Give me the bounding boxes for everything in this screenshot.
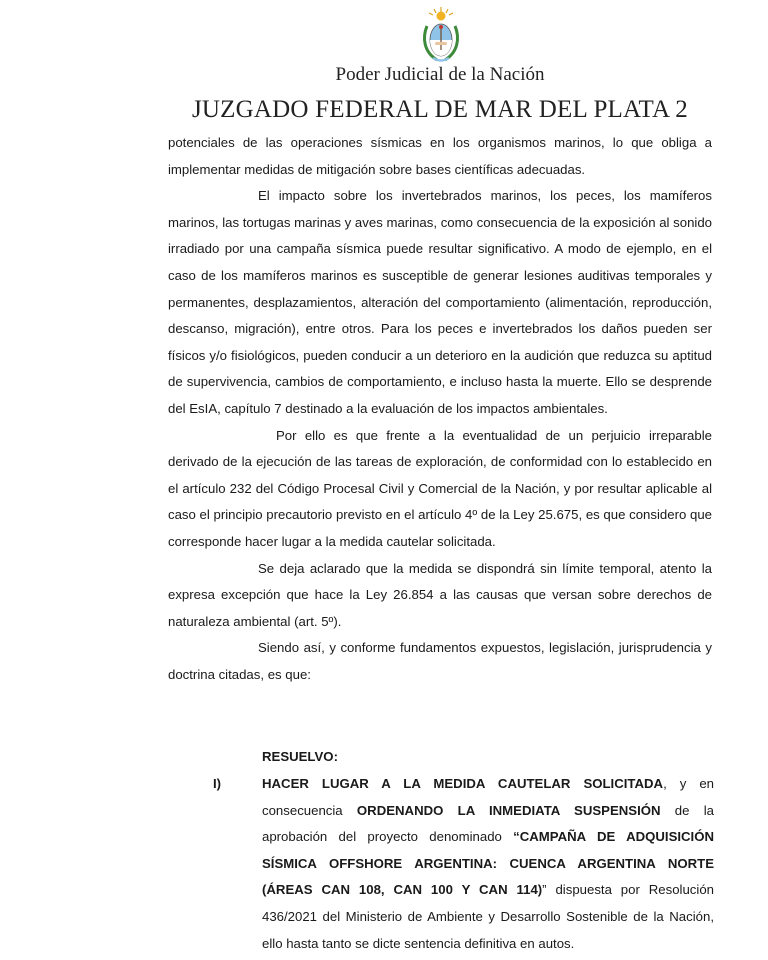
- paragraph-impact: El impacto sobre los invertebrados marinos, los peces, los mamíferos marinos, las tortugas marinas y aves marinas, como consecuencia de la exposición al sonido irradiado por una campaña sísmica puede resultar significativo. A modo de ejemplo, en el caso de los mamíferos marinos es susceptible de generar lesiones auditivas temporales y permanentes, desplazamientos, alteración del comportamiento (alimentación, reproducción, descanso, migración), entre otros. Para los peces e invertebrados los daños pueden ser físicos y/o fisiológicos, pueden conducir a un deterioro en la audición que reduzca su aptitud de supervivencia, cambios de comportamiento, e incluso hasta la muerte. Ello se desprende del EsIA, capítulo 7 destinado a la evaluación de los impactos ambientales.: [168, 188, 712, 416]
- paragraph-conclusion: Siendo así, y conforme fundamentos expuestos, legislación, jurisprudencia y doctrina citadas, es que:: [168, 640, 712, 682]
- resolution-item-number: I): [213, 776, 222, 791]
- resolution-item: [262, 771, 714, 957]
- paragraph-continuation: potenciales de las operaciones sísmicas en los organismos marinos, lo que obliga a implementar medidas de mitigación sobre bases científicas adecuadas.: [168, 135, 712, 177]
- court-name: Poder Judicial de la Nación: [335, 64, 545, 85]
- resolution-text-2: de la aprobación del proyecto denominado: [262, 802, 715, 845]
- paragraph-precautionary: Por ello es que frente a la eventualidad de un perjuicio irreparable derivado de la ejecución de las tareas de exploración, de conformidad con lo establecido en el artículo 232 del Código Procesal Civil y Comercial de la Nación, y por resultar aplicable al caso el principio precautorio previsto en el artículo 4º de la Ley 25.675, es que considero que corresponde hacer lugar a la medida cautelar solicitada.: [168, 427, 712, 549]
- resolution-text-3: ” dispuesta por Resolución 436/2021 del Ministerio de Ambiente y Desarrollo Sostenible de la Nación, ello hasta tanto se dicte sentencia definitiva en autos.: [262, 882, 714, 951]
- resolution-bold-grant: HACER LUGAR A LA MEDIDA CAUTELAR SOLICITADA: [262, 776, 664, 791]
- resolution-heading: RESUELVO:: [262, 749, 338, 764]
- document-body: [168, 130, 712, 688]
- resolution-text-1: , y en consecuencia: [262, 776, 714, 818]
- resolution-bold-suspension: ORDENANDO LA INMEDIATA SUSPENSIÓN: [356, 802, 661, 818]
- resolution-bold-project: “CAMPAÑA DE ADQUISICIÓN SÍSMICA OFFSHORE ARGENTINA: CUENCA ARGENTINA NORTE (ÁREAS CAN 108, CAN 100 Y CAN 114): [262, 829, 714, 898]
- argentina-coat-of-arms-icon: [419, 6, 463, 64]
- paragraph-time-limit: Se deja aclarado que la medida se dispondrá sin límite temporal, atento la expresa excepción que hace la Ley 26.854 a las causas que versan sobre derechos de naturaleza ambiental (art. 5º).: [168, 560, 712, 629]
- court-title: JUZGADO FEDERAL DE MAR DEL PLATA 2: [192, 96, 688, 123]
